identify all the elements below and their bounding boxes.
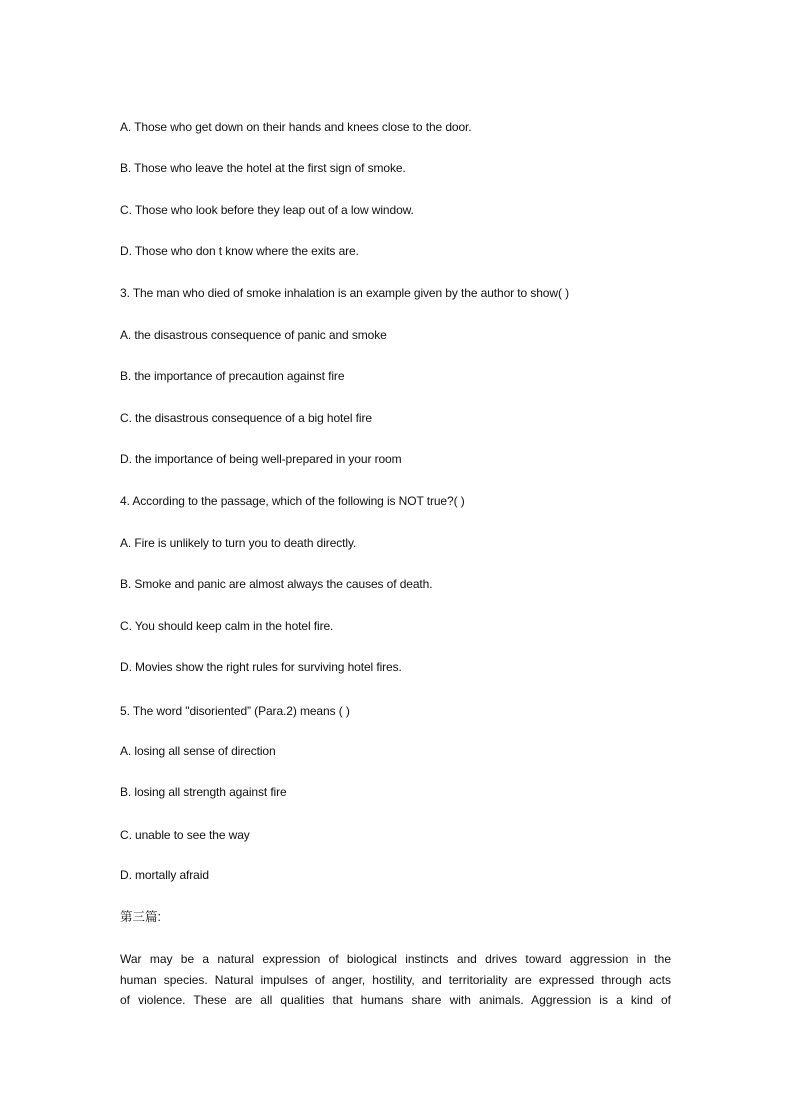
question-3-option-d: D. the importance of being well-prepared in your room — [120, 452, 402, 466]
question-5-stem: 5. The word "disoriented” (Para.2) means ( ) — [120, 704, 350, 718]
question-3-option-c: C. the disastrous consequence of a big hotel fire — [120, 411, 372, 425]
question-4-option-a: A. Fire is unlikely to turn you to death directly. — [120, 536, 357, 550]
question-4-option-c: C. You should keep calm in the hotel fire. — [120, 619, 334, 633]
question-4-option-d: D. Movies show the right rules for surviving hotel fires. — [120, 660, 402, 674]
question-5-option-d: D. mortally afraid — [120, 868, 209, 882]
passage-line-3: of violence. These are all qualities that humans share with animals. Aggression is a kind of — [120, 993, 671, 1007]
question-5-option-a: A. losing all sense of direction — [120, 744, 276, 758]
passage-line-1: War may be a natural expression of biological instincts and drives toward aggression in the — [120, 952, 671, 966]
question-4-stem: 4. According to the passage, which of the following is NOT true?( ) — [120, 494, 465, 508]
question-3-option-a: A. the disastrous consequence of panic and smoke — [120, 328, 387, 342]
question-2-option-b: B. Those who leave the hotel at the first sign of smoke. — [120, 161, 406, 175]
question-3-stem: 3. The man who died of smoke inhalation is an example given by the author to show( ) — [120, 286, 569, 300]
section-3-heading: 第三篇: — [120, 910, 161, 924]
question-2-option-a: A. Those who get down on their hands and knees close to the door. — [120, 120, 472, 134]
question-5-option-b: B. losing all strength against fire — [120, 785, 287, 799]
question-3-option-b: B. the importance of precaution against fire — [120, 369, 345, 383]
question-4-option-b: B. Smoke and panic are almost always the causes of death. — [120, 577, 433, 591]
question-5-option-c: C. unable to see the way — [120, 828, 250, 842]
question-2-option-d: D. Those who don t know where the exits are. — [120, 244, 359, 258]
passage-line-2: human species. Natural impulses of anger, hostility, and territoriality are expressed through acts — [120, 972, 671, 987]
question-2-option-c: C. Those who look before they leap out of a low window. — [120, 203, 414, 217]
section-3-passage — [120, 949, 671, 1011]
